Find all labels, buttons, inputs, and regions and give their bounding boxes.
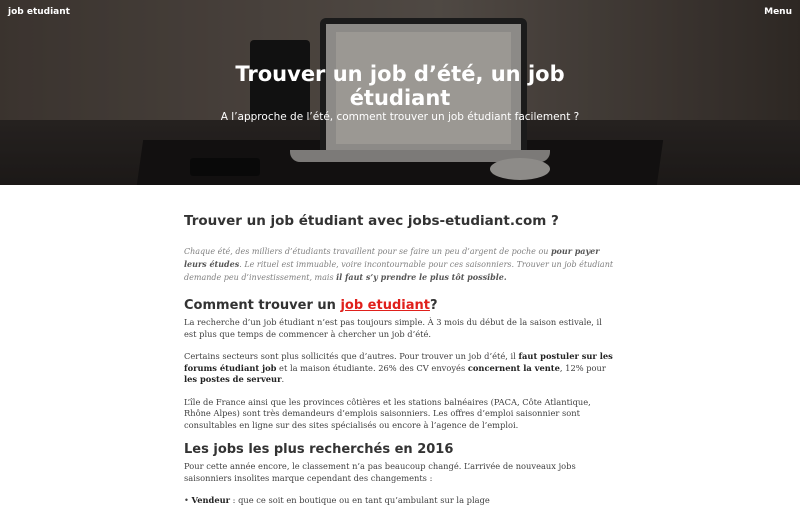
intro-paragraph [184,245,616,284]
section1-paragraph-3: L’île de France ainsi que les provinces côtières et les stations balnéaires (PACA, Côte Atlantique, Rhône Alpes) sont très demandeurs d’emplois saisonniers. Les offres d’emploi saisonnier sont consultables en ligne sur des sites spécialisés ou encore à l’agence de l’emploi. [184,396,591,430]
bullet: • [184,495,192,505]
hero-text [0,0,800,185]
list-item-text: : que ce soit en boutique ou en tant qu’ambulant sur la plage [230,495,490,505]
para2-text-1: Certains secteurs sont plus sollicités que d’autres. Pour trouver un job d’été, il [184,351,519,361]
para2-bold-2: concernent la vente [467,362,560,373]
para2-text-2: et la maison étudiante. 26% des CV envoyés [276,362,468,373]
hero-banner [0,0,800,185]
article [184,213,616,518]
list-item-vendeur [184,495,616,507]
section1-heading [184,298,616,313]
para2-bold-1: faut postuler sur les forums étudiant job [184,351,613,373]
article-heading: Trouver un job étudiant avec jobs-etudiant.com ? [184,213,559,229]
section1-paragraph-2 [184,351,616,386]
section2-paragraph-1: Pour cette année encore, le classement n’a pas beaucoup changé. L’arrivée de nouveaux jobs saisonniers insolites marque cependant des changements : [184,461,576,483]
brand-link[interactable]: job etudiant [8,7,70,17]
section1-heading-post: ? [429,298,438,313]
menu-button[interactable]: Menu [764,7,792,17]
section2-heading: Les jobs les plus recherchés en 2016 [184,442,454,457]
section1-paragraph-1: La recherche d’un job étudiant n’est pas toujours simple. À 3 mois du début de la saison estivale, il est plus que temps de commencer à chercher un job d’été. [184,317,602,339]
job-etudiant-link[interactable]: job etudiant [340,298,430,313]
para2-text-3: , 12% pour [559,362,606,373]
para2-bold-3: les postes de serveur [184,374,282,384]
intro-text-2: . Le rituel est immuable, voire incontournable pour ces saisonniers. Trouver un job étudiant demande peu d’investissement, mais [184,260,614,282]
section1-heading-pre: Comment trouver un [184,298,341,313]
hero-title: Trouver un job d’été, un job étudiant [235,62,565,110]
intro-bold-2: il faut s’y prendre le plus tôt possible. [336,272,507,282]
hero-subtitle: A l’approche de l’été, comment trouver un job étudiant facilement ? [220,111,580,123]
navbar [0,0,800,26]
intro-bold-1: pour payer leurs études [184,246,600,269]
intro-text-1: Chaque été, des milliers d’étudiants travaillent pour se faire un peu d’argent de poche ou [184,247,551,256]
list-item-bold: Vendeur [191,495,231,505]
para2-text-4: . [281,374,285,384]
